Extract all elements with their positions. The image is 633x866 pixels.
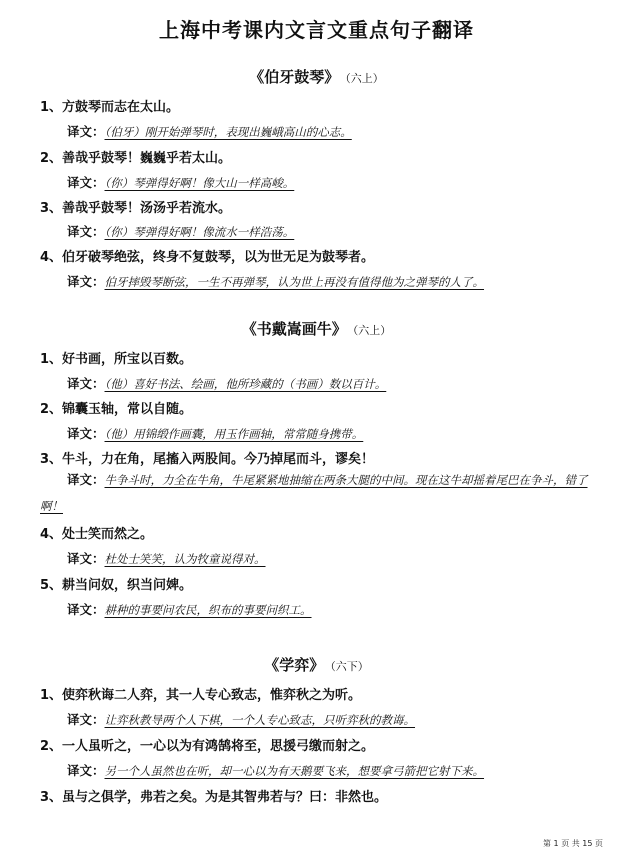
section-title <box>0 66 633 87</box>
answer: 译文：（他）用锦缎作画囊，用玉作画轴，常常随身携带。 <box>67 426 364 441</box>
section-name: 《学弈》 <box>264 656 325 674</box>
answer: 译文：另一个人虽然也在听，却一心以为有天鹅要飞来，想要拿弓箭把它射下来。 <box>67 763 485 778</box>
page-number: 第 1 页 共 15 页 <box>543 839 603 848</box>
section-grade: （六上） <box>352 324 392 337</box>
answer: 译文：（你）琴弹得好啊！像流水一样浩荡。 <box>67 224 295 239</box>
question: 2、一人虽听之，一心以为有鸿鹄将至，思援弓缴而射之。 <box>40 739 375 754</box>
question: 3、牛斗，力在角，尾搐入两股间。今乃掉尾而斗，谬矣！ <box>40 452 375 467</box>
question: 3、善哉乎鼓琴！汤汤乎若流水。 <box>40 201 232 216</box>
question: 2、锦囊玉轴，常以自随。 <box>40 402 193 417</box>
answer: 译文：牛争斗时，力全在牛角，牛尾紧紧地抽缩在两条大腿的中间。现在这牛却摇着尾巴在争斗，错了啊！ <box>40 472 588 513</box>
question: 4、处士笑而然之。 <box>40 527 154 542</box>
section-name: 《伯牙鼓琴》 <box>249 68 340 86</box>
question: 1、方鼓琴而志在太山。 <box>40 100 180 115</box>
question: 4、伯牙破琴绝弦，终身不复鼓琴，以为世无足为鼓琴者。 <box>40 250 375 265</box>
question: 1、好书画，所宝以百数。 <box>40 352 193 367</box>
section-title <box>0 318 633 339</box>
question: 1、使弈秋诲二人弈，其一人专心致志，惟弈秋之为听。 <box>40 688 362 703</box>
section-grade: （六上） <box>345 72 384 85</box>
section-name: 《书戴嵩画牛》 <box>241 320 347 338</box>
question: 5、耕当问奴，织当问婢。 <box>40 578 193 593</box>
answer: 译文：（伯牙）刚开始弹琴时，表现出巍峨高山的心志。 <box>67 124 352 139</box>
question: 2、善哉乎鼓琴！巍巍乎若太山。 <box>40 151 232 166</box>
page-title: 上海中考课内文言文重点句子翻译 <box>159 18 474 42</box>
answer: 译文：耕种的事要问农民，织布的事要问织工。 <box>67 602 312 617</box>
section-title <box>0 654 633 675</box>
section-grade: （六下） <box>330 660 369 673</box>
answer: 译文：杜处士笑笑，认为牧童说得对。 <box>67 551 266 566</box>
answer: 译文：让弈秋教导两个人下棋，一个人专心致志，只听弈秋的教诲。 <box>67 712 416 727</box>
question: 3、虽与之俱学，弗若之矣。为是其智弗若与？曰：非然也。 <box>40 790 388 805</box>
answer: 译文：（他）喜好书法、绘画，他所珍藏的（书画）数以百计。 <box>67 376 387 391</box>
answer: 译文：伯牙摔毁琴断弦，一生不再弹琴，认为世上再没有值得他为之弹琴的人了。 <box>67 274 485 289</box>
answer: 译文：（你）琴弹得好啊！像大山一样高峻。 <box>67 175 295 190</box>
